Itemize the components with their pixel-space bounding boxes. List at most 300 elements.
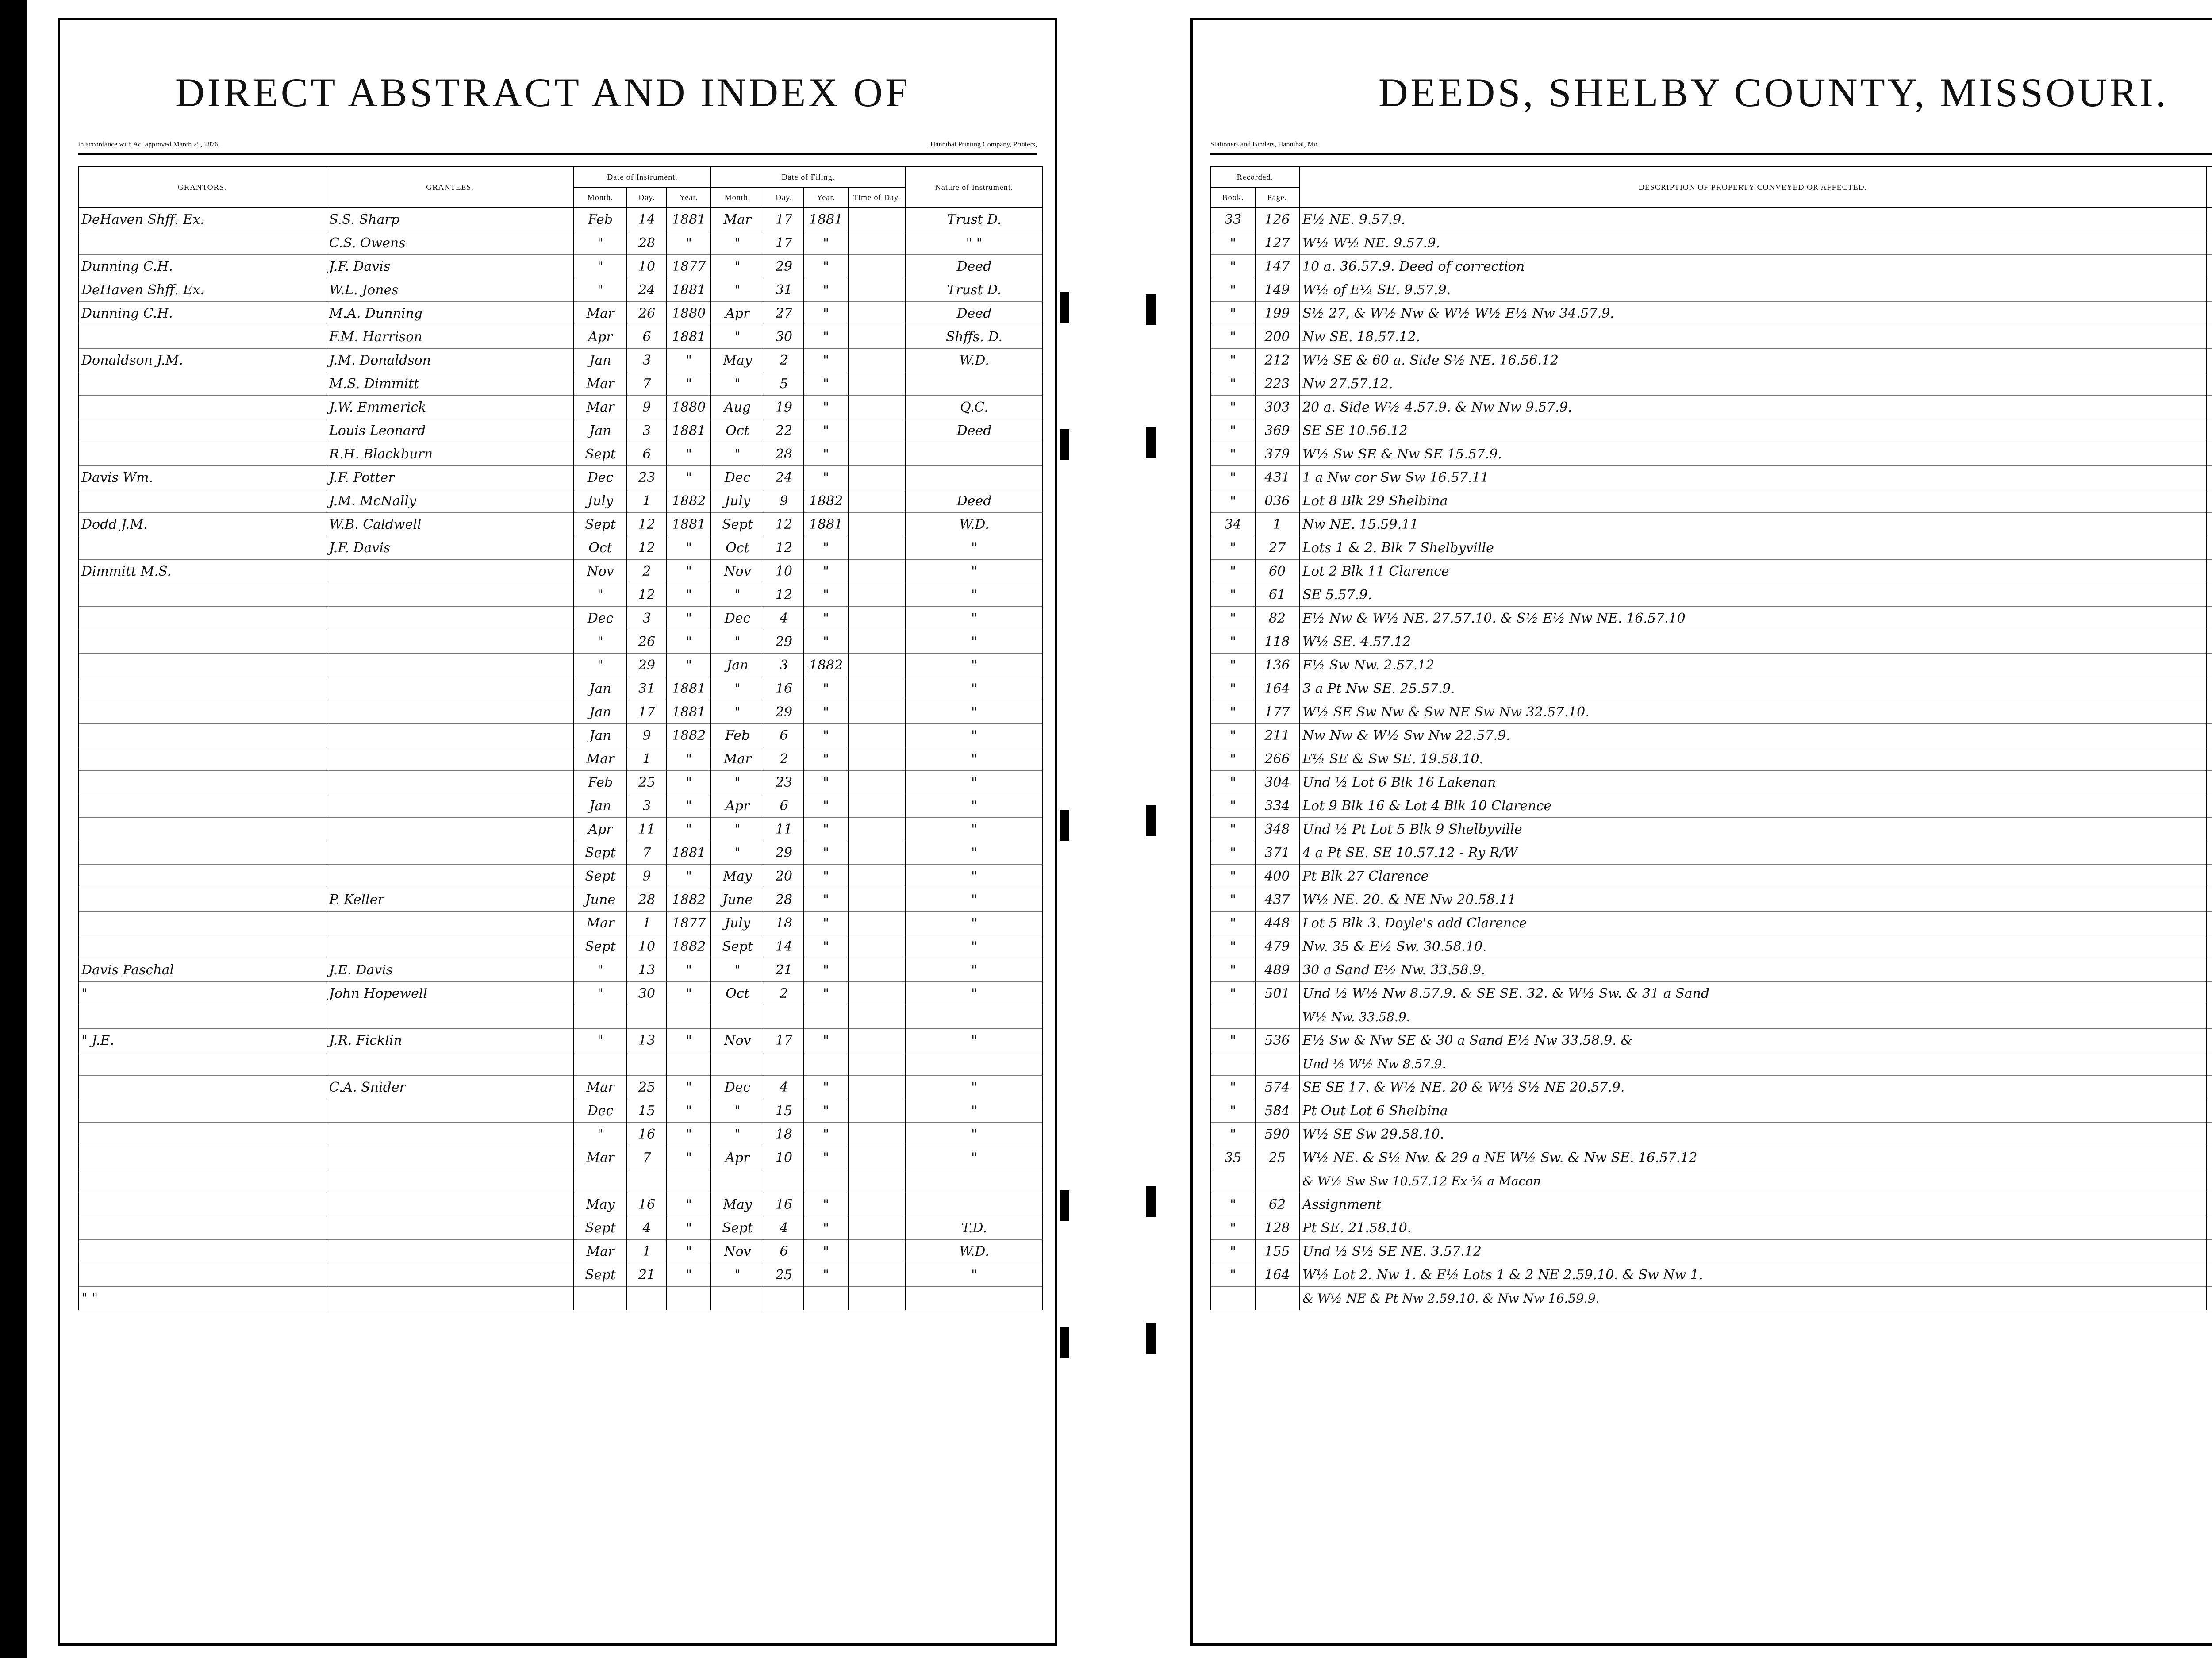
- sec-cell: [2206, 1099, 2212, 1123]
- filing-year-cell: ": [804, 278, 848, 302]
- grantee-cell: Louis Leonard: [326, 419, 574, 442]
- left-page-title: DIRECT ABSTRACT AND INDEX OF: [175, 70, 911, 115]
- instrument-year-cell: 1882: [667, 888, 711, 912]
- grantee-cell: [326, 1169, 574, 1193]
- grantor-cell: [78, 442, 326, 466]
- grantee-cell: John Hopewell: [326, 982, 574, 1005]
- table-row: [78, 982, 1043, 1005]
- description-cell: Lots 1 & 2. Blk 7 Shelbyville: [1299, 536, 2206, 560]
- instrument-year-cell: 1881: [667, 419, 711, 442]
- book-cell: [1211, 1287, 1255, 1310]
- nature-cell: Deed: [906, 255, 1043, 278]
- instrument-month-cell: Apr: [574, 325, 627, 349]
- instrument-month-cell: Sept: [574, 1263, 627, 1287]
- inst-month-header: Month.: [574, 187, 627, 208]
- nature-cell: [906, 372, 1043, 396]
- nature-cell: ": [906, 958, 1043, 982]
- grantor-cell: [78, 888, 326, 912]
- page-cell: 147: [1255, 255, 1299, 278]
- filing-month-cell: Mar: [711, 208, 764, 231]
- instrument-day-cell: 6: [627, 325, 667, 349]
- time-of-day-cell: [848, 1146, 906, 1169]
- table-row: [1211, 630, 2212, 654]
- page-cell: 126: [1255, 208, 1299, 231]
- description-cell: W½ Sw SE & Nw SE 15.57.9.: [1299, 442, 2206, 466]
- book-cell: ": [1211, 1193, 1255, 1216]
- grantor-cell: [78, 1123, 326, 1146]
- time-of-day-cell: [848, 982, 906, 1005]
- book-cell: ": [1211, 536, 1255, 560]
- instrument-day-cell: 25: [627, 771, 667, 794]
- filing-month-cell: Dec: [711, 1076, 764, 1099]
- filing-year-cell: ": [804, 794, 848, 818]
- page-cell: 199: [1255, 302, 1299, 325]
- sec-cell: [2206, 1263, 2212, 1287]
- filing-day-cell: 28: [764, 442, 804, 466]
- table-row: [78, 958, 1043, 982]
- sec-cell: [2206, 302, 2212, 325]
- instrument-day-cell: 30: [627, 982, 667, 1005]
- sec-cell: [2206, 1052, 2212, 1076]
- instrument-year-cell: ": [667, 654, 711, 677]
- page-cell: 304: [1255, 771, 1299, 794]
- filing-year-cell: ": [804, 724, 848, 747]
- table-row: [78, 1287, 1043, 1310]
- description-cell: Nw NE. 15.59.11: [1299, 513, 2206, 536]
- date-instrument-header: Date of Instrument.: [574, 167, 711, 187]
- nature-cell: [906, 442, 1043, 466]
- book-cell: [1211, 1169, 1255, 1193]
- printer-note: Hannibal Printing Company, Printers,: [930, 141, 1037, 148]
- filing-day-cell: 14: [764, 935, 804, 958]
- grantee-cell: M.S. Dimmitt: [326, 372, 574, 396]
- sec-cell: [2206, 1193, 2212, 1216]
- sec-cell: [2206, 841, 2212, 865]
- grantee-cell: [326, 654, 574, 677]
- instrument-month-cell: ": [574, 958, 627, 982]
- instrument-year-cell: ": [667, 560, 711, 583]
- filing-month-cell: Oct: [711, 419, 764, 442]
- time-of-day-cell: [848, 560, 906, 583]
- instrument-month-cell: Mar: [574, 396, 627, 419]
- instrument-year-cell: 1881: [667, 278, 711, 302]
- table-row: [78, 349, 1043, 372]
- filing-month-cell: ": [711, 231, 764, 255]
- grantor-cell: [78, 1169, 326, 1193]
- page-cell: 448: [1255, 912, 1299, 935]
- sec-cell: [2206, 396, 2212, 419]
- table-row: [78, 489, 1043, 513]
- filing-year-cell: ": [804, 982, 848, 1005]
- filing-day-cell: 17: [764, 208, 804, 231]
- description-cell: 1 a Nw cor Sw Sw 16.57.11: [1299, 466, 2206, 489]
- grantee-cell: J.F. Davis: [326, 536, 574, 560]
- description-cell: W½ SE. 4.57.12: [1299, 630, 2206, 654]
- grantor-cell: Dimmitt M.S.: [78, 560, 326, 583]
- sec-cell: [2206, 583, 2212, 607]
- filing-year-cell: ": [804, 841, 848, 865]
- instrument-month-cell: ": [574, 278, 627, 302]
- table-row: [78, 513, 1043, 536]
- filing-month-cell: ": [711, 583, 764, 607]
- table-row: [1211, 607, 2212, 630]
- table-row: [78, 677, 1043, 700]
- filing-month-cell: [711, 1169, 764, 1193]
- sec-cell: [2206, 278, 2212, 302]
- instrument-year-cell: 1881: [667, 208, 711, 231]
- description-cell: Lot 5 Blk 3. Doyle's add Clarence: [1299, 912, 2206, 935]
- instrument-year-cell: [667, 1169, 711, 1193]
- time-of-day-cell: [848, 1029, 906, 1052]
- time-of-day-cell: [848, 278, 906, 302]
- nature-cell: [906, 466, 1043, 489]
- filing-day-cell: 2: [764, 747, 804, 771]
- filing-month-cell: Apr: [711, 1146, 764, 1169]
- page-cell: 348: [1255, 818, 1299, 841]
- sec-cell: [2206, 372, 2212, 396]
- instrument-year-cell: 1877: [667, 255, 711, 278]
- book-cell: ": [1211, 1240, 1255, 1263]
- sec-cell: [2206, 419, 2212, 442]
- filing-year-cell: 1881: [804, 513, 848, 536]
- filing-month-cell: [711, 1005, 764, 1029]
- instrument-month-cell: ": [574, 654, 627, 677]
- instrument-day-cell: [627, 1287, 667, 1310]
- grantee-cell: P. Keller: [326, 888, 574, 912]
- table-row: [78, 865, 1043, 888]
- table-row: [78, 208, 1043, 231]
- book-cell: ": [1211, 1076, 1255, 1099]
- nature-cell: ": [906, 1076, 1043, 1099]
- filing-year-cell: ": [804, 935, 848, 958]
- filing-day-cell: 19: [764, 396, 804, 419]
- time-of-day-cell: [848, 794, 906, 818]
- filing-year-cell: ": [804, 536, 848, 560]
- grantor-cell: [78, 231, 326, 255]
- time-of-day-cell: [848, 747, 906, 771]
- instrument-month-cell: Sept: [574, 841, 627, 865]
- time-of-day-cell: [848, 771, 906, 794]
- book-cell: ": [1211, 1123, 1255, 1146]
- filing-day-cell: 30: [764, 325, 804, 349]
- binding-mark: [1146, 427, 1156, 458]
- grantor-cell: [78, 630, 326, 654]
- table-row: [78, 278, 1043, 302]
- sec-cell: [2206, 958, 2212, 982]
- nature-cell: W.D.: [906, 513, 1043, 536]
- grantee-cell: [326, 607, 574, 630]
- instrument-year-cell: ": [667, 1146, 711, 1169]
- filing-month-cell: Sept: [711, 935, 764, 958]
- instrument-day-cell: 13: [627, 958, 667, 982]
- grantee-cell: [326, 1146, 574, 1169]
- filing-month-cell: ": [711, 700, 764, 724]
- instrument-year-cell: ": [667, 630, 711, 654]
- filing-year-cell: ": [804, 958, 848, 982]
- time-of-day-cell: [848, 1169, 906, 1193]
- time-of-day-cell: [848, 677, 906, 700]
- grantee-cell: J.E. Davis: [326, 958, 574, 982]
- grantee-cell: [326, 1123, 574, 1146]
- filing-year-cell: [804, 1005, 848, 1029]
- grantee-cell: J.M. McNally: [326, 489, 574, 513]
- nature-cell: Q.C.: [906, 396, 1043, 419]
- grantor-cell: ": [78, 982, 326, 1005]
- filing-month-cell: Sept: [711, 1216, 764, 1240]
- description-cell: E½ SE & Sw SE. 19.58.10.: [1299, 747, 2206, 771]
- description-cell: E½ NE. 9.57.9.: [1299, 208, 2206, 231]
- time-of-day-cell: [848, 1193, 906, 1216]
- description-cell: Nw. 35 & E½ Sw. 30.58.10.: [1299, 935, 2206, 958]
- instrument-day-cell: 12: [627, 513, 667, 536]
- filing-year-cell: ": [804, 442, 848, 466]
- time-of-day-cell: [848, 1076, 906, 1099]
- description-cell: S½ 27, & W½ Nw & W½ W½ E½ Nw 34.57.9.: [1299, 302, 2206, 325]
- grantee-cell: [326, 677, 574, 700]
- instrument-month-cell: ": [574, 1123, 627, 1146]
- time-of-day-cell: [848, 583, 906, 607]
- property-table-body: [1211, 208, 2212, 1310]
- description-cell: W½ Lot 2. Nw 1. & E½ Lots 1 & 2 NE 2.59.10. & Sw Nw 1.: [1299, 1263, 2206, 1287]
- instrument-day-cell: 7: [627, 372, 667, 396]
- page-cell: 371: [1255, 841, 1299, 865]
- grantor-cell: Davis Paschal: [78, 958, 326, 982]
- time-of-day-cell: [848, 1123, 906, 1146]
- table-row: [1211, 325, 2212, 349]
- instrument-month-cell: Sept: [574, 1216, 627, 1240]
- instrument-year-cell: ": [667, 1123, 711, 1146]
- table-row: [78, 372, 1043, 396]
- time-of-day-cell: [848, 654, 906, 677]
- filing-year-cell: ": [804, 677, 848, 700]
- header-rule: [1210, 153, 2212, 155]
- grantee-cell: [326, 818, 574, 841]
- filing-day-cell: 11: [764, 818, 804, 841]
- filing-year-cell: ": [804, 607, 848, 630]
- grantor-cell: [78, 325, 326, 349]
- table-row: [78, 841, 1043, 865]
- instrument-day-cell: 23: [627, 466, 667, 489]
- table-row: [78, 1263, 1043, 1287]
- grantor-cell: [78, 419, 326, 442]
- page-cell: 177: [1255, 700, 1299, 724]
- description-cell: W½ SE Sw 29.58.10.: [1299, 1123, 2206, 1146]
- description-cell: Nw Nw & W½ Sw Nw 22.57.9.: [1299, 724, 2206, 747]
- table-row: [1211, 1005, 2212, 1029]
- nature-cell: ": [906, 724, 1043, 747]
- table-row: [1211, 700, 2212, 724]
- book-cell: ": [1211, 818, 1255, 841]
- filing-day-cell: 27: [764, 302, 804, 325]
- table-row: [1211, 372, 2212, 396]
- page-cell: 303: [1255, 396, 1299, 419]
- filing-day-cell: 29: [764, 255, 804, 278]
- sec-cell: [2206, 818, 2212, 841]
- filing-month-cell: ": [711, 630, 764, 654]
- grantee-cell: M.A. Dunning: [326, 302, 574, 325]
- description-cell: E½ Sw Nw. 2.57.12: [1299, 654, 2206, 677]
- instrument-day-cell: 1: [627, 747, 667, 771]
- sec-cell: [2206, 724, 2212, 747]
- page-header: Page.: [1255, 187, 1299, 208]
- instrument-day-cell: 3: [627, 794, 667, 818]
- filing-day-cell: 29: [764, 841, 804, 865]
- book-cell: [1211, 1005, 1255, 1029]
- table-row: [1211, 724, 2212, 747]
- table-row: [78, 325, 1043, 349]
- table-row: [1211, 958, 2212, 982]
- grantee-cell: [326, 1052, 574, 1076]
- inst-year-header: Year.: [667, 187, 711, 208]
- instrument-year-cell: 1881: [667, 700, 711, 724]
- filing-year-cell: ": [804, 912, 848, 935]
- instrument-month-cell: [574, 1005, 627, 1029]
- description-cell: 10 a. 36.57.9. Deed of correction: [1299, 255, 2206, 278]
- grantor-cell: [78, 794, 326, 818]
- file-month-header: Month.: [711, 187, 764, 208]
- description-cell: SE SE 17. & W½ NE. 20 & W½ S½ NE 20.57.9.: [1299, 1076, 2206, 1099]
- filing-year-cell: ": [804, 1216, 848, 1240]
- book-cell: ": [1211, 1263, 1255, 1287]
- nature-cell: ": [906, 560, 1043, 583]
- description-cell: Lot 9 Blk 16 & Lot 4 Blk 10 Clarence: [1299, 794, 2206, 818]
- table-row: [78, 1052, 1043, 1076]
- book-cell: ": [1211, 747, 1255, 771]
- filing-year-cell: ": [804, 630, 848, 654]
- nature-cell: [906, 1193, 1043, 1216]
- instrument-day-cell: 17: [627, 700, 667, 724]
- description-cell: Und ½ Lot 6 Blk 16 Lakenan: [1299, 771, 2206, 794]
- time-of-day-cell: [848, 841, 906, 865]
- filing-month-cell: Dec: [711, 466, 764, 489]
- grantor-cell: [78, 935, 326, 958]
- instrument-month-cell: [574, 1169, 627, 1193]
- instrument-day-cell: 1: [627, 1240, 667, 1263]
- page-cell: 82: [1255, 607, 1299, 630]
- sec-cell: [2206, 349, 2212, 372]
- instrument-year-cell: ": [667, 466, 711, 489]
- filing-year-cell: ": [804, 888, 848, 912]
- sec-cell: [2206, 1216, 2212, 1240]
- sec-header: [2206, 167, 2212, 208]
- table-row: [78, 700, 1043, 724]
- instrument-month-cell: Jan: [574, 700, 627, 724]
- grantee-cell: C.A. Snider: [326, 1076, 574, 1099]
- book-cell: 33: [1211, 208, 1255, 231]
- instrument-month-cell: Dec: [574, 607, 627, 630]
- grantor-cell: DeHaven Shff. Ex.: [78, 278, 326, 302]
- table-row: [78, 442, 1043, 466]
- instrument-month-cell: ": [574, 1029, 627, 1052]
- act-note: In accordance with Act approved March 25, 1876.: [78, 141, 220, 148]
- time-of-day-cell: [848, 208, 906, 231]
- grantee-cell: [326, 1240, 574, 1263]
- instrument-month-cell: ": [574, 982, 627, 1005]
- time-of-day-cell: [848, 466, 906, 489]
- instrument-day-cell: 1: [627, 912, 667, 935]
- table-row: [78, 1240, 1043, 1263]
- book-cell: 34: [1211, 513, 1255, 536]
- grantor-cell: Davis Wm.: [78, 466, 326, 489]
- left-ledger-page: [58, 18, 1057, 1646]
- instrument-month-cell: ": [574, 583, 627, 607]
- description-cell: Lot 2 Blk 11 Clarence: [1299, 560, 2206, 583]
- instrument-month-cell: Jan: [574, 724, 627, 747]
- filing-month-cell: Apr: [711, 794, 764, 818]
- binding-mark: [1146, 805, 1156, 836]
- instrument-month-cell: Jan: [574, 349, 627, 372]
- sec-cell: [2206, 888, 2212, 912]
- instrument-month-cell: [574, 1287, 627, 1310]
- filing-day-cell: 16: [764, 677, 804, 700]
- page-cell: 62: [1255, 1193, 1299, 1216]
- grantor-cell: [78, 654, 326, 677]
- nature-cell: ": [906, 607, 1043, 630]
- table-row: [1211, 654, 2212, 677]
- instrument-year-cell: ": [667, 1099, 711, 1123]
- instrument-day-cell: 3: [627, 607, 667, 630]
- time-of-day-cell: [848, 489, 906, 513]
- book-cell: ": [1211, 1216, 1255, 1240]
- sec-cell: [2206, 607, 2212, 630]
- filing-year-cell: ": [804, 325, 848, 349]
- filing-month-cell: July: [711, 912, 764, 935]
- instrument-year-cell: ": [667, 583, 711, 607]
- sec-cell: [2206, 935, 2212, 958]
- instrument-year-cell: 1880: [667, 302, 711, 325]
- grantor-cell: [78, 1005, 326, 1029]
- table-row: [1211, 912, 2212, 935]
- filing-day-cell: 4: [764, 1216, 804, 1240]
- nature-cell: Deed: [906, 302, 1043, 325]
- instrument-day-cell: 15: [627, 1099, 667, 1123]
- instrument-year-cell: ": [667, 231, 711, 255]
- instrument-day-cell: 12: [627, 583, 667, 607]
- instrument-month-cell: Mar: [574, 1076, 627, 1099]
- filing-year-cell: ": [804, 372, 848, 396]
- table-row: [1211, 1216, 2212, 1240]
- filing-day-cell: 28: [764, 888, 804, 912]
- instrument-day-cell: 7: [627, 841, 667, 865]
- nature-cell: Trust D.: [906, 278, 1043, 302]
- nature-cell: ": [906, 536, 1043, 560]
- instrument-day-cell: 4: [627, 1216, 667, 1240]
- filing-day-cell: 15: [764, 1099, 804, 1123]
- table-row: [1211, 1240, 2212, 1263]
- instrument-year-cell: 1881: [667, 325, 711, 349]
- instrument-day-cell: 6: [627, 442, 667, 466]
- nature-cell: ": [906, 794, 1043, 818]
- table-row: [1211, 794, 2212, 818]
- grantee-cell: [326, 1287, 574, 1310]
- grantor-cell: " ": [78, 1287, 326, 1310]
- filing-year-cell: [804, 1287, 848, 1310]
- table-row: [1211, 1169, 2212, 1193]
- grantor-cell: Dunning C.H.: [78, 255, 326, 278]
- book-cell: ": [1211, 700, 1255, 724]
- grantee-cell: [326, 1005, 574, 1029]
- table-row: [78, 1029, 1043, 1052]
- sec-cell: [2206, 700, 2212, 724]
- sec-cell: [2206, 325, 2212, 349]
- description-cell: & W½ NE & Pt Nw 2.59.10. & Nw Nw 16.59.9.: [1299, 1287, 2206, 1310]
- instrument-year-cell: ": [667, 982, 711, 1005]
- filing-day-cell: 20: [764, 865, 804, 888]
- instrument-year-cell: 1881: [667, 677, 711, 700]
- time-of-day-cell: [848, 1216, 906, 1240]
- filing-month-cell: ": [711, 372, 764, 396]
- instrument-year-cell: ": [667, 1193, 711, 1216]
